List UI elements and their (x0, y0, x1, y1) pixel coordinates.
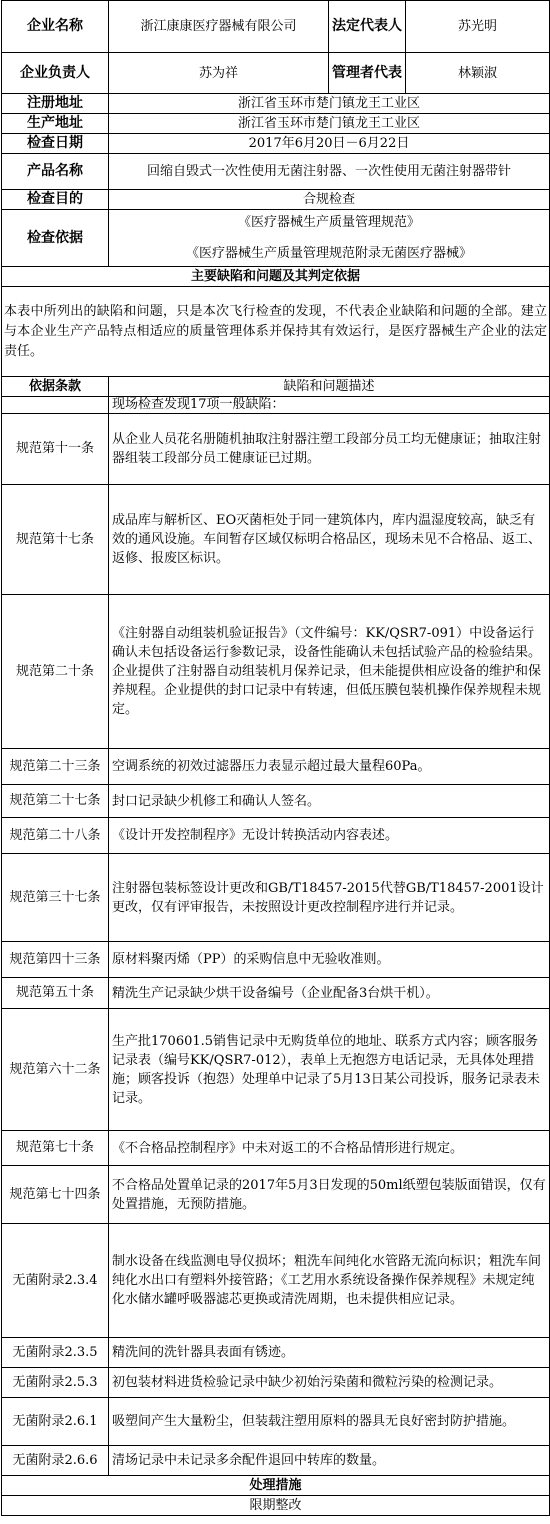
legal-rep-value: 苏光明 (406, 1, 550, 53)
desc-header: 缺陷和问题描述 (109, 377, 550, 397)
defect-description: 清场记录中未记录多余配件退回中转库的数量。 (109, 1446, 550, 1476)
company-name-value: 浙江康康医疗器械有限公司 (109, 1, 329, 53)
defect-description: 不合格品处置单记录的2017年5月3日发现的50ml纸塑包装版面错误，仅有处置措施，无预防措施。 (109, 1166, 550, 1224)
defect-clause: 规范第二十八条 (2, 818, 109, 854)
defect-description: 生产批170601.5销售记录中无购货单位的地址、联系方式内容；顾客服务记录表（编号KK/QSR7-012），表单上无抱怨方电话记录，无具体处理措施；顾客投诉（抱怨）处理单中记录了5月13日某公司投诉，服务记录表未记录。 (109, 1009, 550, 1131)
defect-clause: 无菌附录2.5.3 (2, 1368, 109, 1398)
reg-addr-value: 浙江省玉环市楚门镇龙王工业区 (109, 94, 550, 114)
inspection-report-table (1, 0, 550, 1516)
defect-clause: 规范第三十七条 (2, 854, 109, 942)
company-name-label: 企业名称 (2, 1, 109, 53)
note-row (2, 287, 550, 377)
defect-description: 成品库与解析区、EO灭菌柜处于同一建筑体内，库内温湿度较高，缺乏有效的通风设施。车间暂存区域仅标明合格品区，现场未见不合格品、返工、返修、报废区标识。 (109, 485, 550, 595)
basis-line: 《医疗器械生产质量管理规范附录无菌医疗器械》 (185, 246, 472, 261)
summary-row (2, 397, 550, 414)
defect-row (2, 1131, 550, 1166)
defect-clause: 规范第十七条 (2, 485, 109, 595)
prod-addr-value: 浙江省玉环市楚门镇龙王工业区 (109, 114, 550, 134)
purpose-value: 合规检查 (109, 190, 550, 210)
defect-clause: 无菌附录2.3.4 (2, 1224, 109, 1338)
defect-clause: 无菌附录2.3.5 (2, 1338, 109, 1368)
defect-row (2, 818, 550, 854)
manager-value: 林颖淑 (406, 53, 550, 94)
defect-row (2, 1368, 550, 1398)
responsible-label: 企业负责人 (2, 53, 109, 94)
defect-clause: 规范第七十四条 (2, 1166, 109, 1224)
reg-addr-row (2, 94, 550, 114)
date-row (2, 134, 550, 154)
date-value: 2017年6月20日－6月22日 (109, 134, 550, 154)
defect-clause: 规范第二十三条 (2, 749, 109, 785)
defect-clause: 无菌附录2.6.6 (2, 1446, 109, 1476)
date-label: 检查日期 (2, 134, 109, 154)
basis-label: 检查依据 (2, 210, 109, 267)
clause-header: 依据条款 (2, 377, 109, 397)
defect-clause: 无菌附录2.6.1 (2, 1398, 109, 1446)
summary-clause-cell (2, 397, 109, 414)
basis-value (109, 210, 550, 267)
defect-row (2, 785, 550, 818)
measures-title: 处理措施 (2, 1476, 550, 1496)
legal-rep-label: 法定代表人 (329, 1, 406, 53)
prod-addr-row (2, 114, 550, 134)
responsible-value: 苏为祥 (109, 53, 329, 94)
defect-row (2, 978, 550, 1009)
defect-row (2, 1446, 550, 1476)
defect-row (2, 414, 550, 485)
basis-line: 《医疗器械生产质量管理规范》 (237, 215, 420, 230)
defect-description: 原材料聚丙烯（PP）的采购信息中无验收准则。 (109, 942, 550, 978)
basis-row (2, 210, 550, 267)
defect-row (2, 1166, 550, 1224)
product-value: 回缩自毁式一次性使用无菌注射器、一次性使用无菌注射器带针 (109, 154, 550, 190)
defect-row (2, 485, 550, 595)
defect-description: 空调系统的初效过滤器压力表显示超过最大量程60Pa。 (109, 749, 550, 785)
defect-description: 精洗间的洗针器具表面有锈迹。 (109, 1338, 550, 1368)
defect-row (2, 1009, 550, 1131)
defect-row (2, 1338, 550, 1368)
defect-description: 初包装材料进货检验记录中缺少初始污染菌和微粒污染的检测记录。 (109, 1368, 550, 1398)
defect-description: 吸塑间产生大量粉尘，但装载注塑用原料的器具无良好密封防护措施。 (109, 1398, 550, 1446)
measures-value: 限期整改 (2, 1496, 550, 1516)
defect-list (2, 397, 550, 1476)
defect-description: 封口记录缺少机修工和确认人签名。 (109, 785, 550, 818)
summary-text: 现场检查发现17项一般缺陷： (109, 397, 550, 414)
defect-description: 注射器包装标签设计更改和GB/T18457-2015代替GB/T18457-2001设计更改，仅有评审报告，未按照设计更改控制程序进行并记录。 (109, 854, 550, 942)
defect-row (2, 1398, 550, 1446)
defect-description: 制水设备在线监测电导仪损坏；粗洗车间纯化水管路无流向标识；粗洗车间纯化水出口有塑料外接管路；《工艺用水系统设备操作保养规程》未规定纯化水储水罐呼吸器滤芯更换或清洗周期，也未提供相应记录。 (109, 1224, 550, 1338)
defect-clause: 规范第五十条 (2, 978, 109, 1009)
measures-title-row (2, 1476, 550, 1496)
reg-addr-label: 注册地址 (2, 94, 109, 114)
product-row (2, 154, 550, 190)
measures-value-row (2, 1496, 550, 1516)
purpose-row (2, 190, 550, 210)
defect-clause: 规范第七十条 (2, 1131, 109, 1166)
table-head-row (2, 377, 550, 397)
section-title: 主要缺陷和问题及其判定依据 (2, 267, 550, 287)
defect-description: 《设计开发控制程序》无设计转换活动内容表述。 (109, 818, 550, 854)
section-title-row (2, 267, 550, 287)
defect-description: 《不合格品控制程序》中未对返工的不合格品情形进行规定。 (109, 1131, 550, 1166)
defect-description: 《注射器自动组装机验证报告》（文件编号：KK/QSR7-091）中设备运行确认未包括设备运行参数记录，设备性能确认未包括试验产品的检验结果。企业提供了注射器自动组装机月保养记录，但未能提供相应设备的维护和保养规程。企业提供的封口记录中有转速，但低压膜包装机操作保养规程未规定。 (109, 595, 550, 749)
defect-clause: 规范第二十七条 (2, 785, 109, 818)
company-name-row (2, 1, 550, 53)
defect-row (2, 942, 550, 978)
defect-row (2, 749, 550, 785)
defect-description: 精洗生产记录缺少烘干设备编号（企业配备3台烘干机）。 (109, 978, 550, 1009)
prod-addr-label: 生产地址 (2, 114, 109, 134)
purpose-label: 检查目的 (2, 190, 109, 210)
defect-row (2, 854, 550, 942)
defect-row (2, 1224, 550, 1338)
responsible-row (2, 53, 550, 94)
defect-clause: 规范第十一条 (2, 414, 109, 485)
product-label: 产品名称 (2, 154, 109, 190)
disclaimer-note: 本表中所列出的缺陷和问题，只是本次飞行检查的发现，不代表企业缺陷和问题的全部。建立与本企业生产产品特点相适应的质量管理体系并保持其有效运行，是医疗器械生产企业的法定责任。 (2, 287, 550, 377)
defect-clause: 规范第六十二条 (2, 1009, 109, 1131)
defect-description: 从企业人员花名册随机抽取注射器注塑工段部分员工均无健康证；抽取注射器组装工段部分员工健康证已过期。 (109, 414, 550, 485)
defect-row (2, 595, 550, 749)
defect-clause: 规范第二十条 (2, 595, 109, 749)
manager-label: 管理者代表 (329, 53, 406, 94)
defect-clause: 规范第四十三条 (2, 942, 109, 978)
